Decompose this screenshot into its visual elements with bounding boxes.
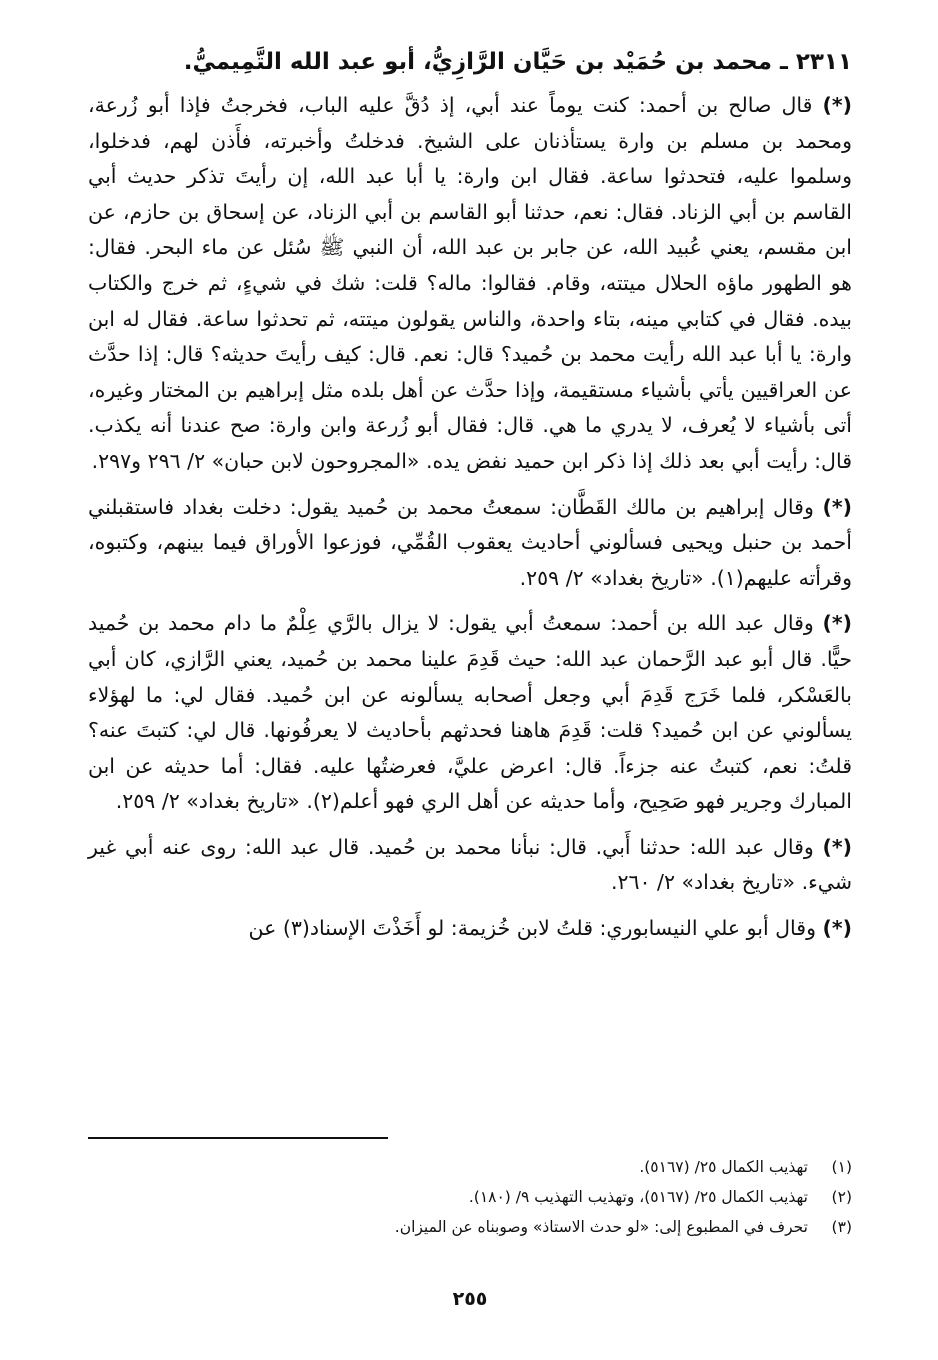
- entry-title: ٢٣١١ ـ محمد بن حُمَيْد بن حَيَّان الرَّازِيُّ، أبو عبد الله التَّمِيميُّ.: [183, 49, 852, 75]
- footnote-text: تهذيب الكمال ٢٥/ (٥١٦٧).: [639, 1158, 808, 1176]
- paragraph-1: [88, 88, 852, 480]
- paragraph-5: [88, 911, 852, 947]
- book-page: [88, 40, 852, 1330]
- paragraph-marker: (*): [822, 93, 852, 117]
- footnote-number: (٣): [831, 1218, 852, 1236]
- paragraph-text: وقال عبد الله: حدثنا أَبي. قال: نبأنا محمد بن حُميد. قال عبد الله: روى عنه أبي غير شيء. «تاريخ بغداد» ٢/ ٢٦٠.: [88, 834, 852, 895]
- paragraph-marker: (*): [822, 916, 852, 941]
- paragraph-text: وقال إبراهيم بن مالك القَطَّان: سمعتُ محمد بن حُميد يقول: دخلت بغداد فاستقبلني أحمد بن حنبل ويحيى فسألوني أحاديث يعقوب القُمِّي، فوزعوا الأوراق فيما بينهم، وكتبوه، وقرأته عليهم(١). «تاريخ بغداد» ٢/ ٢٥٩.: [88, 494, 852, 590]
- footnote-text: تحرف في المطبوع إلى: «لو حدث الاستاذ» وصوبناه عن الميزان.: [394, 1218, 808, 1236]
- paragraph-text: قال صالح بن أحمد: كنت يوماً عند أبي، إذ دُقَّ عليه الباب، فخرجتُ فإذا أبو زُرعة، ومحمد بن مسلم بن وارة يستأذنان على الشيخ. فدخلتُ وأخبرته، فأَذن لهم، فدخلوا، وسلموا عليه، فتحدثوا ساعة. فقال ابن وارة: يا أبا عبد الله، إن رأيتَ تذكر حديث أبي القاسم بن أبي الزناد. فقال: نعم، حدثنا أبو القاسم بن أبي الزناد، عن إسحاق بن حازم، عن ابن مقسم، يعني عُبيد الله، عن جابر بن عبد الله، أن النبي ﷺ سُئل عن ماء البحر. فقال: هو الطهور ماؤه الحلال ميتته، وقام. فقالوا: ماله؟ قلت: شك في شيءٍ، ثم خرج والكتاب بيده. فقال في كتابي مينه، بتاء واحدة، والناس يقولون ميتته، ثم تحدثوا ساعة. فقال له ابن وارة: يا أبا عبد الله رأيت محمد بن حُميد؟ قال: نعم. قال: كيف رأيتَ حديثه؟ قال: إذا حدَّث عن العراقيين يأتي بأشياء مستقيمة، وإذا حدَّث عن أهل بلده مثل إبراهيم بن المختار وغيره، أتى بأشياء لا يُعرف، لا يدري ما هي. قال: فقال أبو زُرعة وابن وارة: صح عندنا أنه يكذب. قال: رأيت أبي بعد ذلك إذا ذكر ابن حميد نفض يده. «المجروحون لابن حبان» ٢/ ٢٩٦ و٢٩٧.: [88, 93, 852, 473]
- footnote-2: [88, 1182, 852, 1212]
- paragraph-3: [88, 606, 852, 820]
- footnote-3: [88, 1212, 852, 1242]
- paragraph-4: [88, 830, 852, 901]
- footnote-number: (١): [831, 1158, 852, 1176]
- footnote-1: [88, 1152, 852, 1182]
- footnotes: [88, 1152, 852, 1242]
- paragraph-text: وقال عبد الله بن أحمد: سمعتُ أبي يقول: لا يزال بالرَّي عِلْمٌ ما دام محمد بن حُميد حيًّا. قال أبو عبد الرَّحمان عبد الله: حيث قَدِمَ علينا محمد بن حُميد، يعني الرَّازي، كان أبي بالعَسْكر، فلما خَرَج قَدِمَ أبي وجعل أصحابه يسألونه عن ابن حُميد. فقال لي: ما لهؤلاء يسألوني عن ابن حُميد؟ قلت: قَدِمَ هاهنا فحدثهم بأحاديث لا يعرفُونها. قال لي: كتبتَ عنه؟ قلتُ: نعم، كتبتُ عنه جزءاً. قال: اعرض عليَّ، فعرضتُها عليه. فقال: أما حديثه عن ابن المبارك وجرير فهو صَحِيح، وأما حديثه عن أهل الري فهو أعلم(٢). «تاريخ بغداد» ٢/ ٢٥٩.: [88, 611, 852, 814]
- paragraph-marker: (*): [822, 494, 852, 519]
- footnote-divider: [88, 1137, 388, 1139]
- paragraph-marker: (*): [822, 611, 852, 636]
- paragraph-marker: (*): [822, 834, 852, 859]
- paragraph-2: [88, 490, 852, 597]
- footnote-number: (٢): [831, 1188, 852, 1206]
- footnote-text: تهذيب الكمال ٢٥/ (٥١٦٧)، وتهذيب التهذيب ٩/ (١٨٠).: [468, 1188, 808, 1206]
- paragraph-text: وقال أبو علي النيسابوري: قلتُ لابن خُزيمة: لو أَخَذْتَ الإسناد(٣) عن: [248, 916, 816, 941]
- page-number: ٢٥٥: [452, 1288, 488, 1310]
